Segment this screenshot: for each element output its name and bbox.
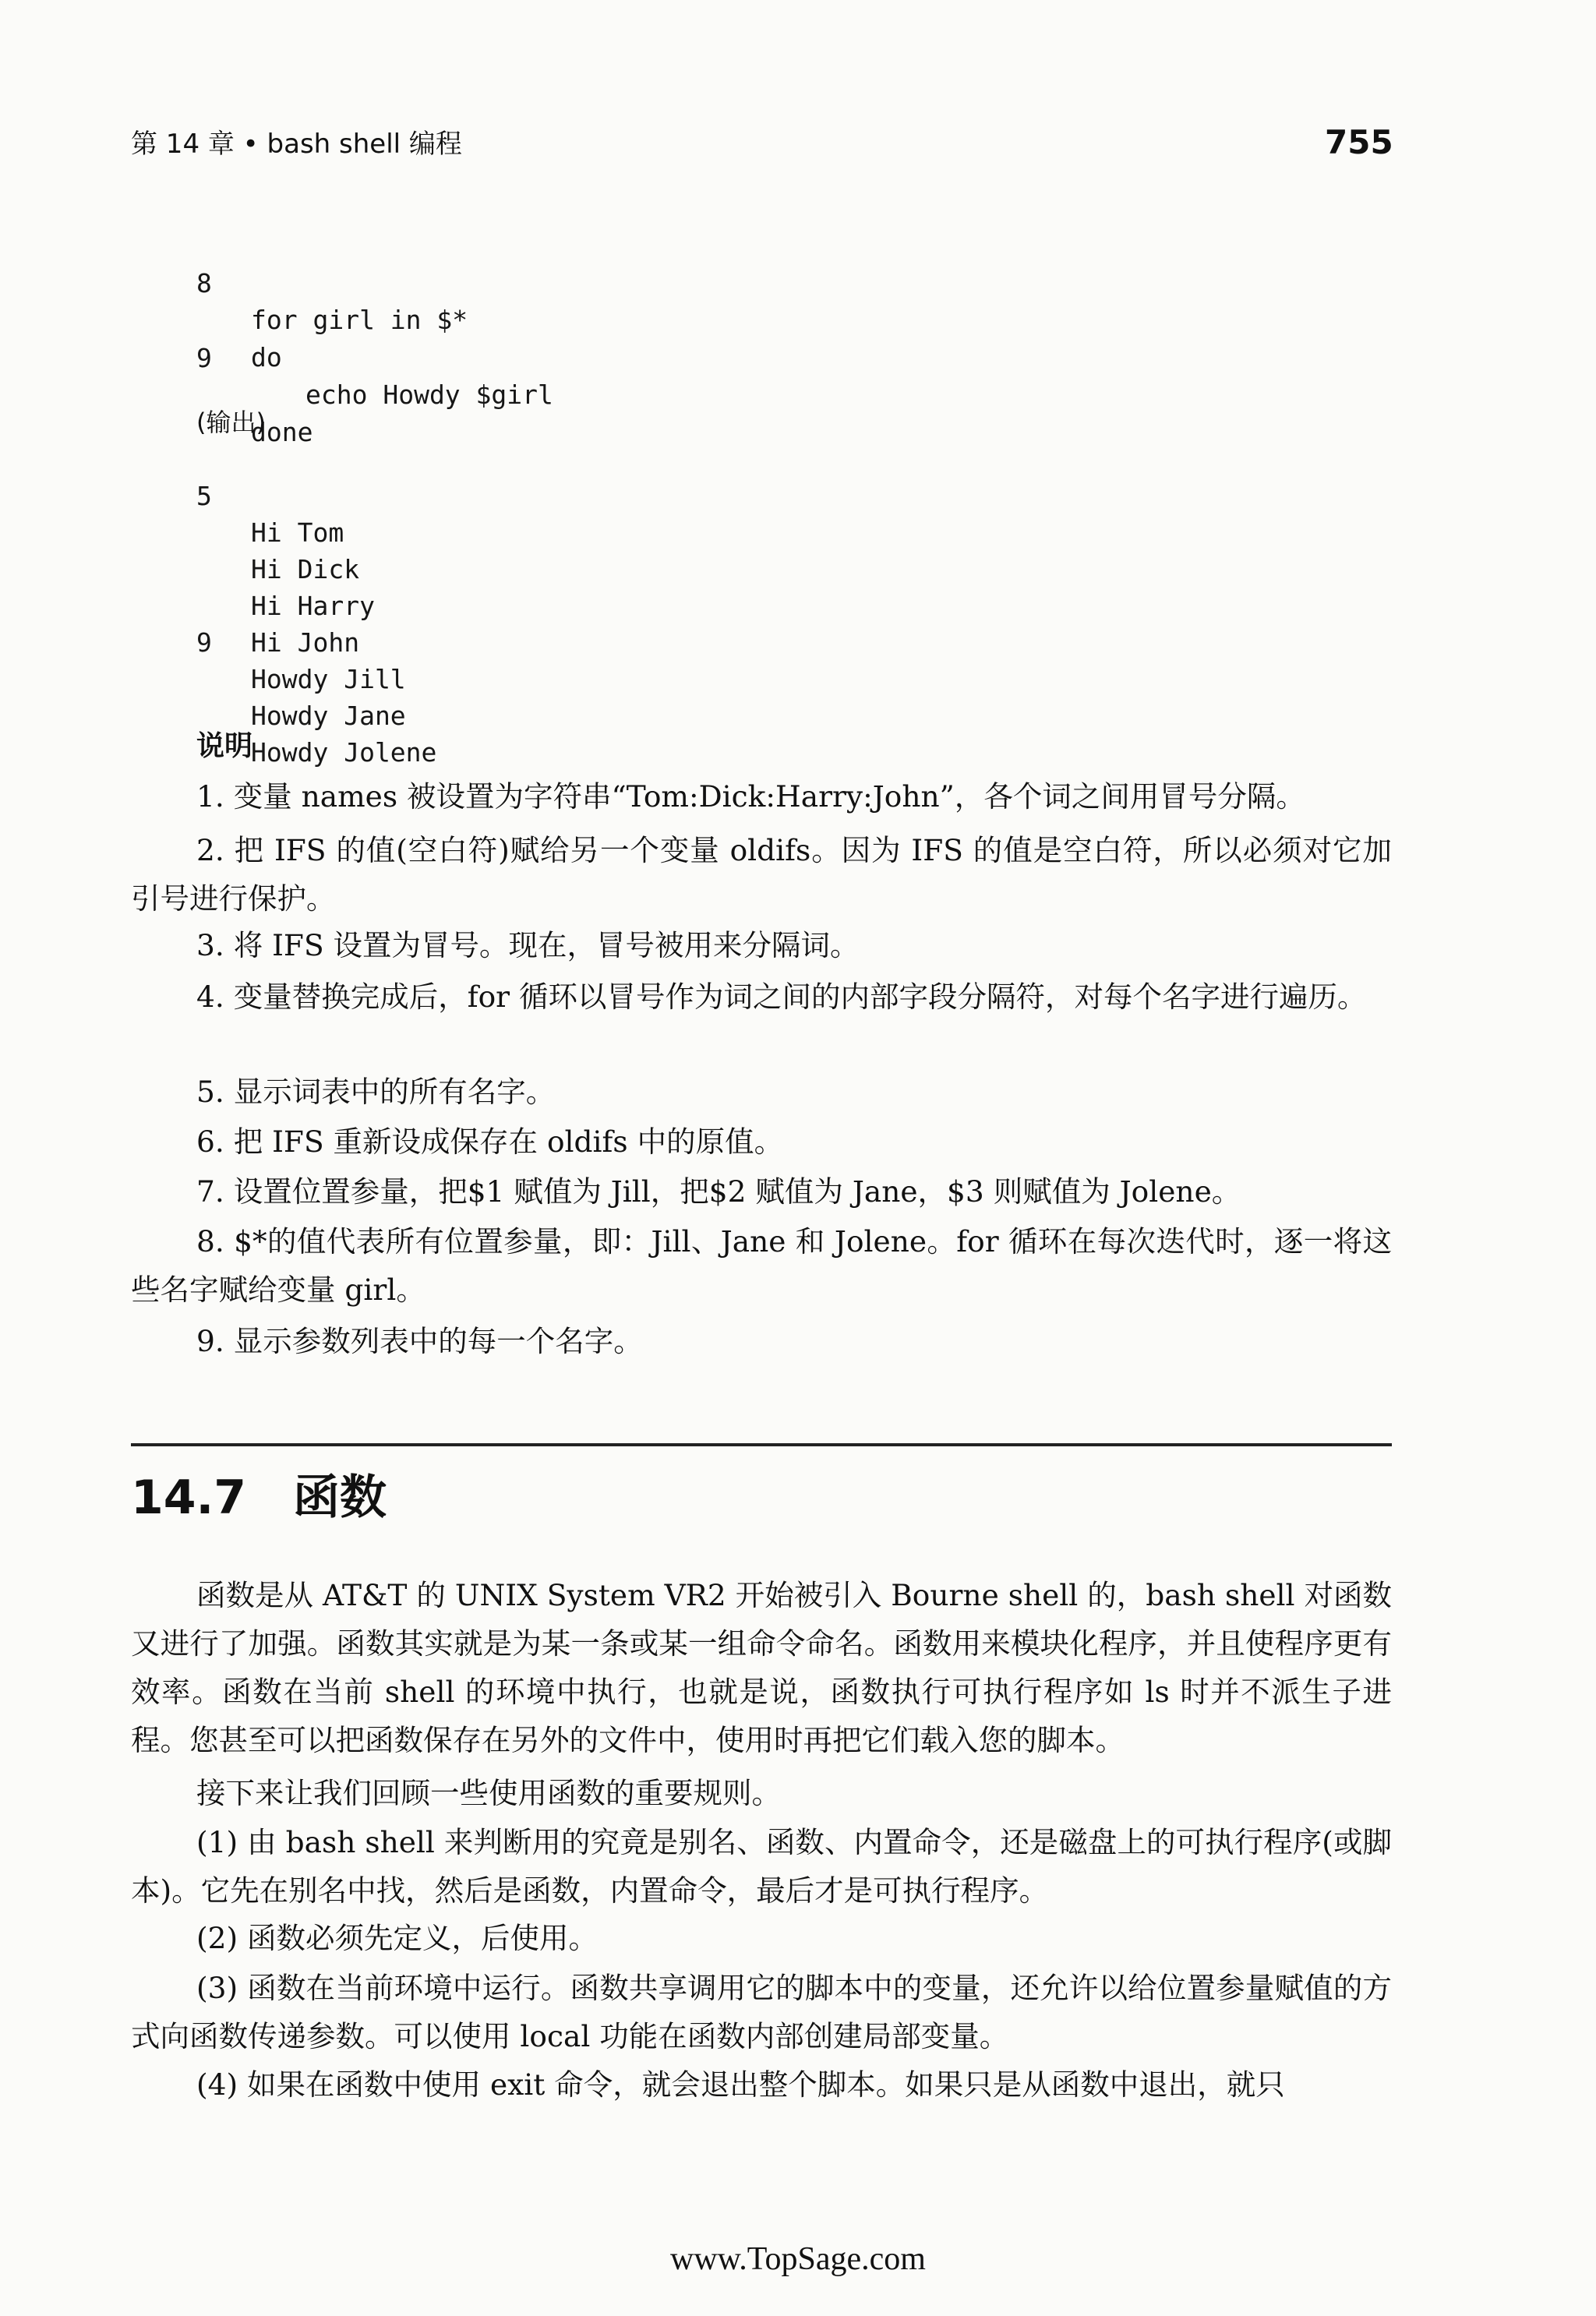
- output-line-text: Howdy Jane: [251, 701, 406, 731]
- output-line-number: 9: [196, 627, 212, 658]
- explanation-item: 7. 设置位置参量，把$1 赋值为 Jill，把$2 赋值为 Jane，$3 则赋值为 Jolene。: [196, 1174, 1241, 1209]
- footer-url: www.TopSage.com: [670, 2241, 926, 2277]
- section-divider: [131, 1443, 1392, 1446]
- code-line-text: echo Howdy $girl: [305, 380, 553, 410]
- output-label: (输出): [196, 408, 266, 437]
- running-head-chapter: 第 14 章 • bash shell 编程: [131, 129, 462, 160]
- code-line-text: for girl in $*: [251, 305, 468, 335]
- output-line-text: Hi John: [251, 627, 360, 658]
- code-line-number: 8: [196, 268, 212, 298]
- body-paragraph: (4) 如果在函数中使用 exit 命令，就会退出整个脚本。如果只是从函数中退出，就只: [196, 2067, 1285, 2102]
- body-paragraph: (1) 由 bash shell 来判断用的究竟是别名、函数、内置命令，还是磁盘上的可执行程序(或脚本)。它先在别名中找，然后是函数，内置命令，最后才是可执行程序。: [131, 1825, 1392, 1908]
- body-paragraph: (2) 函数必须先定义，后使用。: [196, 1921, 598, 1955]
- page-number: 755: [1325, 123, 1393, 161]
- code-line-text: done: [251, 417, 313, 447]
- explanation-item: 5. 显示词表中的所有名字。: [196, 1075, 556, 1109]
- explanation-item: 2. 把 IFS 的值(空白符)赋给另一个变量 oldifs。因为 IFS 的值是空白符，所以必须对它加引号进行保护。: [131, 833, 1392, 916]
- explanation-item: 9. 显示参数列表中的每一个名字。: [196, 1324, 643, 1358]
- body-paragraph: 接下来让我们回顾一些使用函数的重要规则。: [196, 1776, 781, 1810]
- output-line-text: Howdy Jill: [251, 664, 406, 694]
- body-paragraph: (3) 函数在当前环境中运行。函数共享调用它的脚本中的变量，还允许以给位置参量赋值的方式向函数传递参数。可以使用 local 功能在函数内部创建局部变量。: [131, 1971, 1392, 2053]
- section-number: 14.7: [131, 1470, 247, 1525]
- output-line-text: Hi Harry: [251, 591, 375, 621]
- code-line-number: 9: [196, 343, 212, 373]
- output-line-number: 5: [196, 481, 212, 511]
- output-line-text: Hi Tom: [251, 517, 344, 548]
- output-line-text: Howdy Jolene: [251, 737, 437, 768]
- code-line-text: do: [251, 342, 282, 372]
- explanation-item: 6. 把 IFS 重新设成保存在 oldifs 中的原值。: [196, 1124, 784, 1159]
- explanation-item: 3. 将 IFS 设置为冒号。现在，冒号被用来分隔词。: [196, 928, 860, 962]
- section-title: 函数: [293, 1470, 387, 1525]
- explanation-heading: 说明: [196, 730, 253, 762]
- explanation-item: 4. 变量替换完成后，for 循环以冒号作为词之间的内部字段分隔符，对每个名字进行遍历。: [196, 980, 1367, 1014]
- output-line-text: Hi Dick: [251, 554, 360, 584]
- body-paragraph: 函数是从 AT&T 的 UNIX System VR2 开始被引入 Bourne shell 的，bash shell 对函数又进行了加强。函数其实就是为某一条或某一组命令命名。函数用来模块化程序，并且使程序更有效率。函数在当前 shell 的环境中执行，也就是说，函数执行可执行程序如 ls 时并不派生子进程。您甚至可以把函数保存在另外的文件中，使用时再把它们载入您的脚本。: [131, 1578, 1392, 1757]
- explanation-item: 1. 变量 names 被设置为字符串“Tom:Dick:Harry:John”，各个词之间用冒号分隔。: [196, 779, 1305, 814]
- section-heading: [131, 1467, 387, 1529]
- explanation-item: 8. $*的值代表所有位置参量，即：Jill、Jane 和 Jolene。for 循环在每次迭代时，逐一将这些名字赋给变量 girl。: [131, 1224, 1392, 1307]
